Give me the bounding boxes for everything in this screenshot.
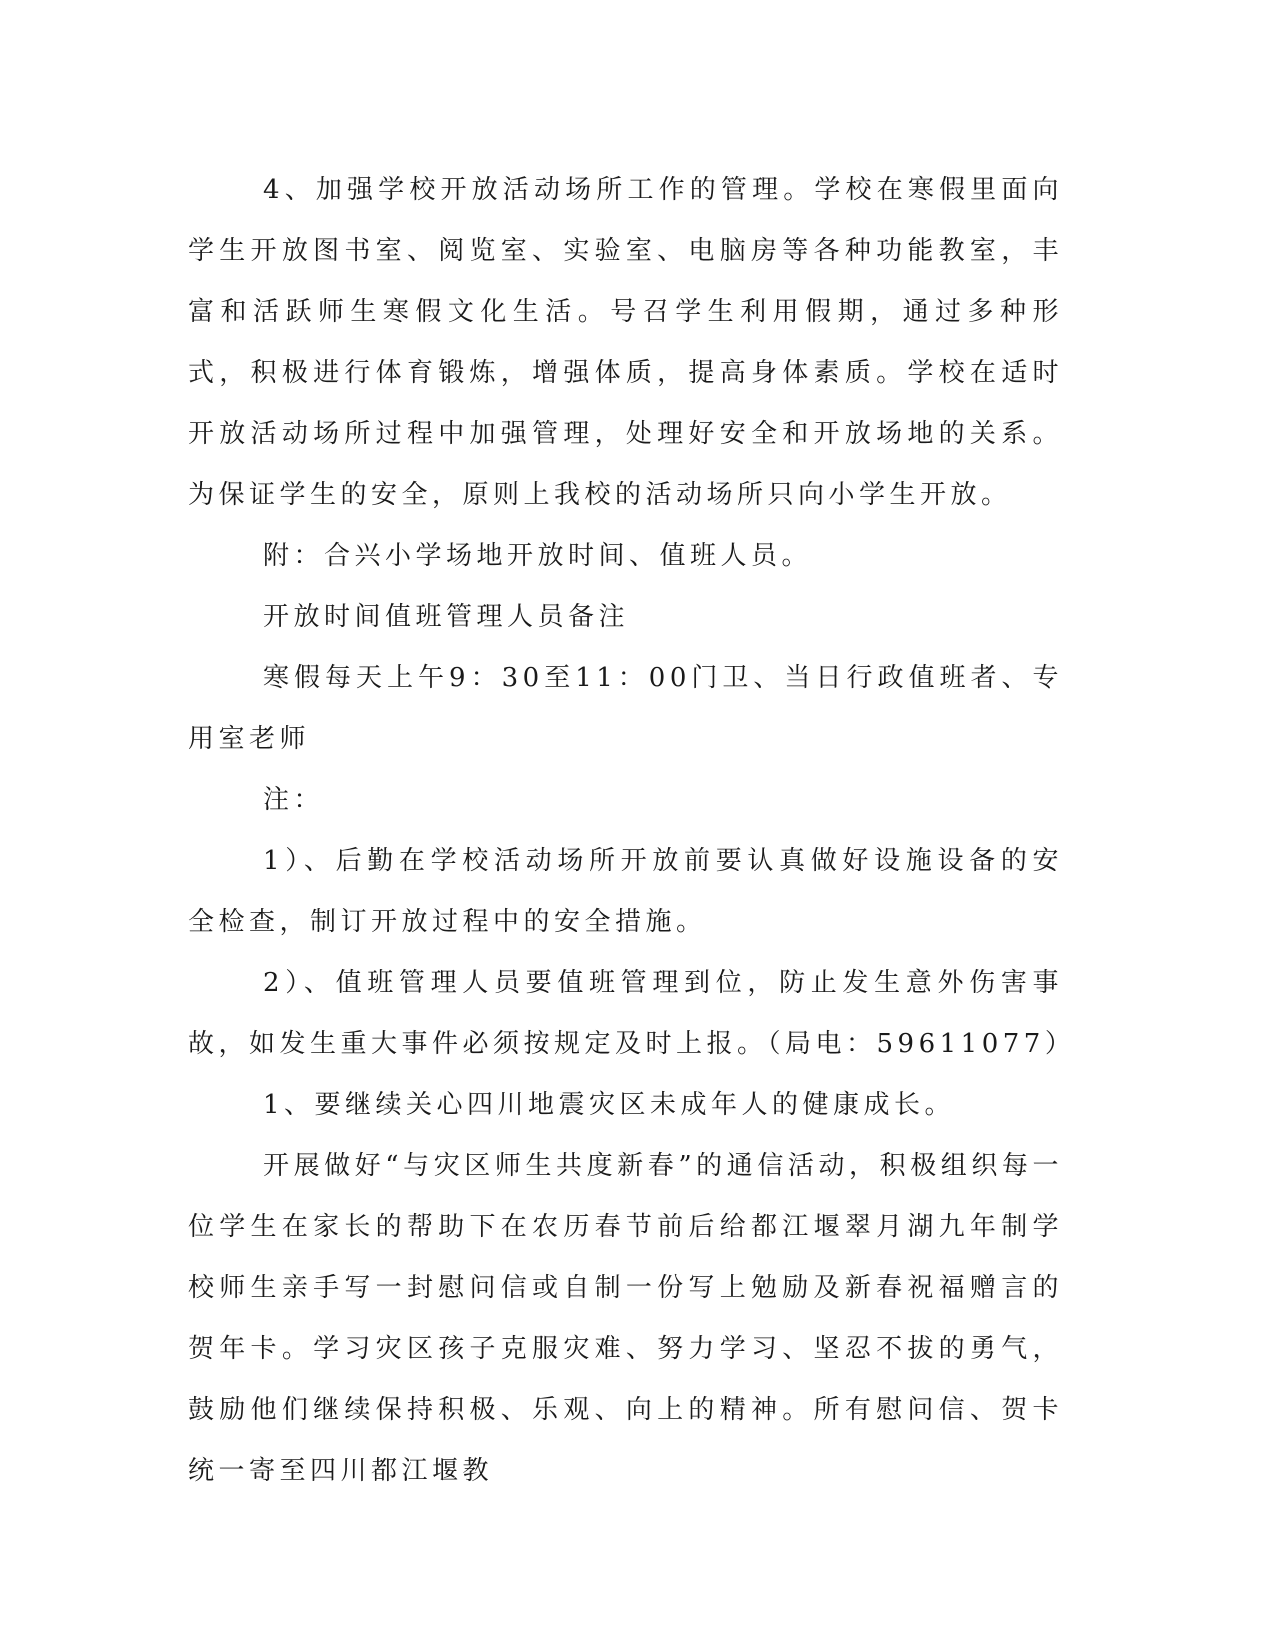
paragraph-letter-activity: 开展做好“与灾区师生共度新春”的通信活动，积极组织每一位学生在家长的帮助下在农历春节前后给都江堰翠月湖九年制学校师生亲手写一封慰问信或自制一份写上勉励及新春祝福赠言的贺年卡。学习灾区孩子克服灾难、努力学习、坚忍不拔的勇气，鼓励他们继续保持积极、乐观、向上的精神。所有慰问信、贺卡统一寄至四川都江堰教	[188, 1151, 1063, 1486]
paragraph-note-heading: 注：	[263, 785, 325, 815]
paragraph-note-2: 2）、值班管理人员要值班管理到位，防止发生意外伤害事故，如发生重大事件必须按规定及时上报。（局电：59611077）	[188, 968, 1076, 1059]
paragraph-table-header: 开放时间值班管理人员备注	[263, 602, 630, 632]
paragraph-appendix: 附：合兴小学场地开放时间、值班人员。	[263, 541, 813, 571]
document-body	[188, 160, 1076, 1502]
paragraph-section-1: 1、要继续关心四川地震灾区未成年人的健康成长。	[263, 1090, 956, 1120]
paragraph-open-facilities: 4、加强学校开放活动场所工作的管理。学校在寒假里面向学生开放图书室、阅览室、实验室、电脑房等各种功能教室，丰富和活跃师生寒假文化生活。号召学生利用假期，通过多种形式，积极进行体育锻炼，增强体质，提高身体素质。学校在适时开放活动场所过程中加强管理，处理好安全和开放场地的关系。为保证学生的安全，原则上我校的活动场所只向小学生开放。	[188, 175, 1063, 510]
paragraph-note-1: 1）、后勤在学校活动场所开放前要认真做好设施设备的安全检查，制订开放过程中的安全措施。	[188, 846, 1063, 937]
paragraph-table-row: 寒假每天上午9：30至11：00门卫、当日行政值班者、专用室老师	[188, 663, 1063, 754]
